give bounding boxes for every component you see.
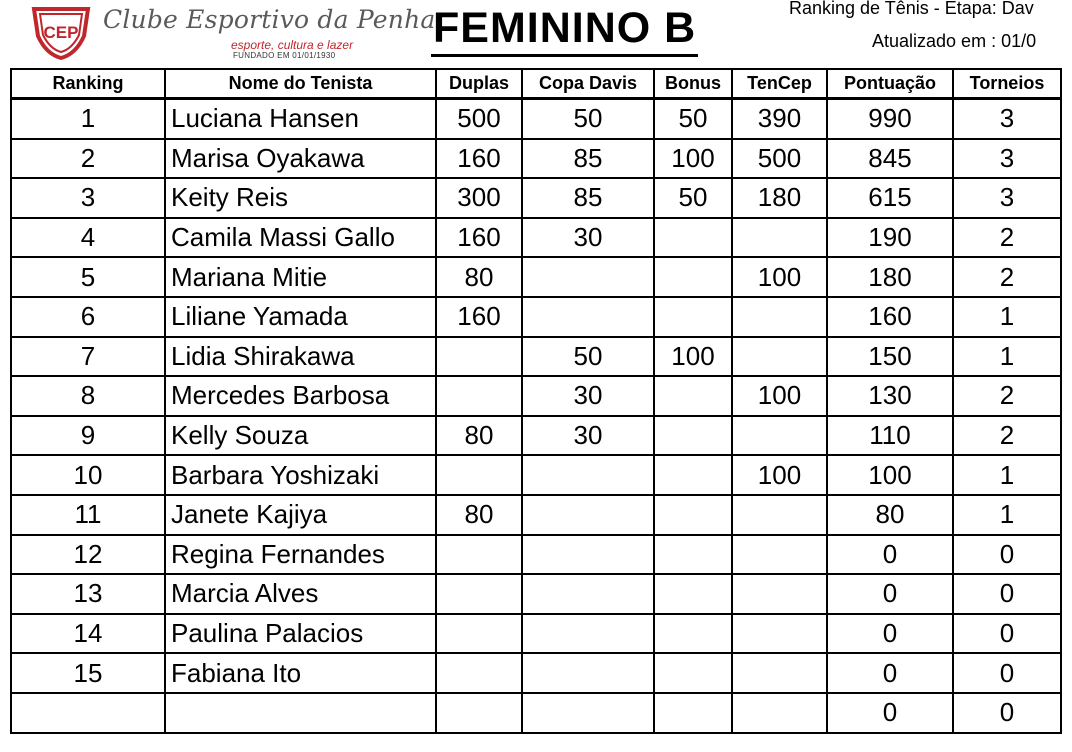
page-title: FEMININO B	[431, 2, 698, 57]
col-bonus-cell	[654, 495, 732, 535]
col-davis-cup-cell: 30	[522, 376, 654, 416]
col-bonus-cell	[654, 574, 732, 614]
club-name: Clube Esportivo da Penha	[103, 5, 436, 34]
col-points-cell: 0	[827, 653, 953, 693]
col-bonus-cell: 100	[654, 337, 732, 377]
col-tencep-cell: 100	[732, 376, 827, 416]
table-row	[11, 257, 1061, 297]
col-doubles-cell	[436, 337, 522, 377]
club-founded: FUNDADO EM 01/01/1930	[233, 51, 336, 60]
col-player-name-cell: Luciana Hansen	[165, 99, 436, 139]
col-ranking-cell: 6	[11, 297, 165, 337]
col-doubles-cell	[436, 653, 522, 693]
col-points-cell: 615	[827, 178, 953, 218]
col-player-name-cell: Kelly Souza	[165, 416, 436, 456]
table-row	[11, 376, 1061, 416]
col-player-name-cell: Paulina Palacios	[165, 614, 436, 654]
col-ranking-cell: 3	[11, 178, 165, 218]
col-player-name-cell: Lidia Shirakawa	[165, 337, 436, 377]
col-bonus-cell	[654, 218, 732, 258]
col-player-name-cell: Marcia Alves	[165, 574, 436, 614]
col-tournaments-cell: 0	[953, 535, 1061, 575]
col-ranking-header: Ranking	[11, 69, 165, 99]
col-davis-cup-cell: 50	[522, 99, 654, 139]
col-doubles-cell: 160	[436, 139, 522, 179]
col-tournaments-header: Torneios	[953, 69, 1061, 99]
col-tournaments-cell: 2	[953, 376, 1061, 416]
col-doubles-cell	[436, 693, 522, 733]
col-davis-cup-cell	[522, 297, 654, 337]
col-points-cell: 150	[827, 337, 953, 377]
col-tournaments-cell: 2	[953, 218, 1061, 258]
col-points-cell: 190	[827, 218, 953, 258]
col-davis-cup-cell: 30	[522, 218, 654, 258]
col-doubles-cell	[436, 455, 522, 495]
col-bonus-cell	[654, 535, 732, 575]
col-tournaments-cell: 0	[953, 574, 1061, 614]
col-tencep-cell: 180	[732, 178, 827, 218]
col-points-cell: 845	[827, 139, 953, 179]
col-doubles-cell: 300	[436, 178, 522, 218]
col-doubles-cell	[436, 614, 522, 654]
col-ranking-cell: 15	[11, 653, 165, 693]
col-davis-cup-cell: 50	[522, 337, 654, 377]
col-tencep-cell	[732, 218, 827, 258]
col-player-name-cell: Mariana Mitie	[165, 257, 436, 297]
col-ranking-cell: 14	[11, 614, 165, 654]
col-player-name-cell: Janete Kajiya	[165, 495, 436, 535]
col-bonus-cell	[654, 376, 732, 416]
col-bonus-cell	[654, 416, 732, 456]
col-tournaments-cell: 1	[953, 297, 1061, 337]
col-bonus-cell: 100	[654, 139, 732, 179]
col-doubles-header: Duplas	[436, 69, 522, 99]
col-player-name-cell	[165, 693, 436, 733]
col-player-name-cell: Fabiana Ito	[165, 653, 436, 693]
table-row	[11, 495, 1061, 535]
col-davis-cup-cell	[522, 574, 654, 614]
col-davis-cup-cell	[522, 535, 654, 575]
col-ranking-cell: 13	[11, 574, 165, 614]
col-points-cell: 0	[827, 535, 953, 575]
col-tencep-cell	[732, 337, 827, 377]
col-tournaments-cell: 1	[953, 455, 1061, 495]
col-davis-cup-cell	[522, 614, 654, 654]
table-header-row	[11, 69, 1061, 99]
col-points-header: Pontuação	[827, 69, 953, 99]
col-tournaments-cell: 0	[953, 614, 1061, 654]
col-tournaments-cell: 2	[953, 416, 1061, 456]
col-bonus-cell	[654, 455, 732, 495]
col-points-cell: 180	[827, 257, 953, 297]
table-row	[11, 139, 1061, 179]
col-tournaments-cell: 2	[953, 257, 1061, 297]
col-doubles-cell: 80	[436, 416, 522, 456]
col-davis-cup-header: Copa Davis	[522, 69, 654, 99]
col-tencep-header: TenCep	[732, 69, 827, 99]
col-bonus-cell: 50	[654, 99, 732, 139]
col-player-name-cell: Mercedes Barbosa	[165, 376, 436, 416]
col-ranking-cell	[11, 693, 165, 733]
table-row	[11, 614, 1061, 654]
col-player-name-cell: Keity Reis	[165, 178, 436, 218]
club-motto: esporte, cultura e lazer	[231, 38, 354, 52]
col-doubles-cell	[436, 574, 522, 614]
col-ranking-cell: 1	[11, 99, 165, 139]
col-bonus-cell	[654, 693, 732, 733]
col-ranking-cell: 9	[11, 416, 165, 456]
club-logo	[30, 6, 92, 60]
table-row	[11, 416, 1061, 456]
col-doubles-cell: 160	[436, 218, 522, 258]
col-tournaments-cell: 0	[953, 653, 1061, 693]
col-tournaments-cell: 3	[953, 139, 1061, 179]
col-ranking-cell: 10	[11, 455, 165, 495]
col-tencep-cell	[732, 535, 827, 575]
col-points-cell: 100	[827, 455, 953, 495]
col-davis-cup-cell	[522, 455, 654, 495]
col-bonus-header: Bonus	[654, 69, 732, 99]
col-doubles-cell	[436, 376, 522, 416]
col-player-name-header: Nome do Tenista	[165, 69, 436, 99]
col-davis-cup-cell: 30	[522, 416, 654, 456]
col-points-cell: 0	[827, 574, 953, 614]
table-row	[11, 535, 1061, 575]
col-tournaments-cell: 0	[953, 693, 1061, 733]
col-player-name-cell: Camila Massi Gallo	[165, 218, 436, 258]
table-row	[11, 297, 1061, 337]
col-tencep-cell: 100	[732, 257, 827, 297]
col-doubles-cell: 500	[436, 99, 522, 139]
col-tournaments-cell: 3	[953, 99, 1061, 139]
table-row	[11, 178, 1061, 218]
table-row	[11, 455, 1061, 495]
col-points-cell: 0	[827, 614, 953, 654]
col-doubles-cell: 160	[436, 297, 522, 337]
col-davis-cup-cell	[522, 653, 654, 693]
table-row	[11, 693, 1061, 733]
table-row	[11, 653, 1061, 693]
col-doubles-cell	[436, 535, 522, 575]
col-davis-cup-cell	[522, 693, 654, 733]
col-tencep-cell	[732, 614, 827, 654]
ranking-stage-label: Ranking de Tênis - Etapa: Dav	[789, 0, 1034, 18]
col-ranking-cell: 2	[11, 139, 165, 179]
col-davis-cup-cell: 85	[522, 139, 654, 179]
col-davis-cup-cell	[522, 495, 654, 535]
col-ranking-cell: 7	[11, 337, 165, 377]
col-points-cell: 160	[827, 297, 953, 337]
col-points-cell: 130	[827, 376, 953, 416]
col-bonus-cell	[654, 257, 732, 297]
col-tencep-cell: 100	[732, 455, 827, 495]
col-tencep-cell	[732, 297, 827, 337]
col-ranking-cell: 11	[11, 495, 165, 535]
col-tencep-cell	[732, 653, 827, 693]
ranking-table	[10, 68, 1062, 734]
col-points-cell: 110	[827, 416, 953, 456]
table-row	[11, 337, 1061, 377]
col-tencep-cell	[732, 416, 827, 456]
col-tournaments-cell: 1	[953, 337, 1061, 377]
updated-date-label: Atualizado em : 01/0	[872, 31, 1037, 51]
col-doubles-cell: 80	[436, 257, 522, 297]
table-row	[11, 99, 1061, 139]
col-player-name-cell: Barbara Yoshizaki	[165, 455, 436, 495]
col-points-cell: 80	[827, 495, 953, 535]
col-ranking-cell: 5	[11, 257, 165, 297]
col-davis-cup-cell: 85	[522, 178, 654, 218]
col-tournaments-cell: 3	[953, 178, 1061, 218]
table-row	[11, 218, 1061, 258]
logo-text: CEP	[43, 23, 79, 42]
col-tournaments-cell: 1	[953, 495, 1061, 535]
col-points-cell: 990	[827, 99, 953, 139]
table-body	[11, 99, 1061, 733]
col-tencep-cell: 500	[732, 139, 827, 179]
col-player-name-cell: Marisa Oyakawa	[165, 139, 436, 179]
col-tencep-cell: 390	[732, 99, 827, 139]
col-player-name-cell: Liliane Yamada	[165, 297, 436, 337]
col-player-name-cell: Regina Fernandes	[165, 535, 436, 575]
col-tencep-cell	[732, 693, 827, 733]
col-doubles-cell: 80	[436, 495, 522, 535]
col-bonus-cell	[654, 297, 732, 337]
col-ranking-cell: 8	[11, 376, 165, 416]
col-davis-cup-cell	[522, 257, 654, 297]
col-tencep-cell	[732, 495, 827, 535]
col-ranking-cell: 12	[11, 535, 165, 575]
col-points-cell: 0	[827, 693, 953, 733]
col-bonus-cell: 50	[654, 178, 732, 218]
col-tencep-cell	[732, 574, 827, 614]
col-bonus-cell	[654, 653, 732, 693]
table-row	[11, 574, 1061, 614]
col-ranking-cell: 4	[11, 218, 165, 258]
col-bonus-cell	[654, 614, 732, 654]
